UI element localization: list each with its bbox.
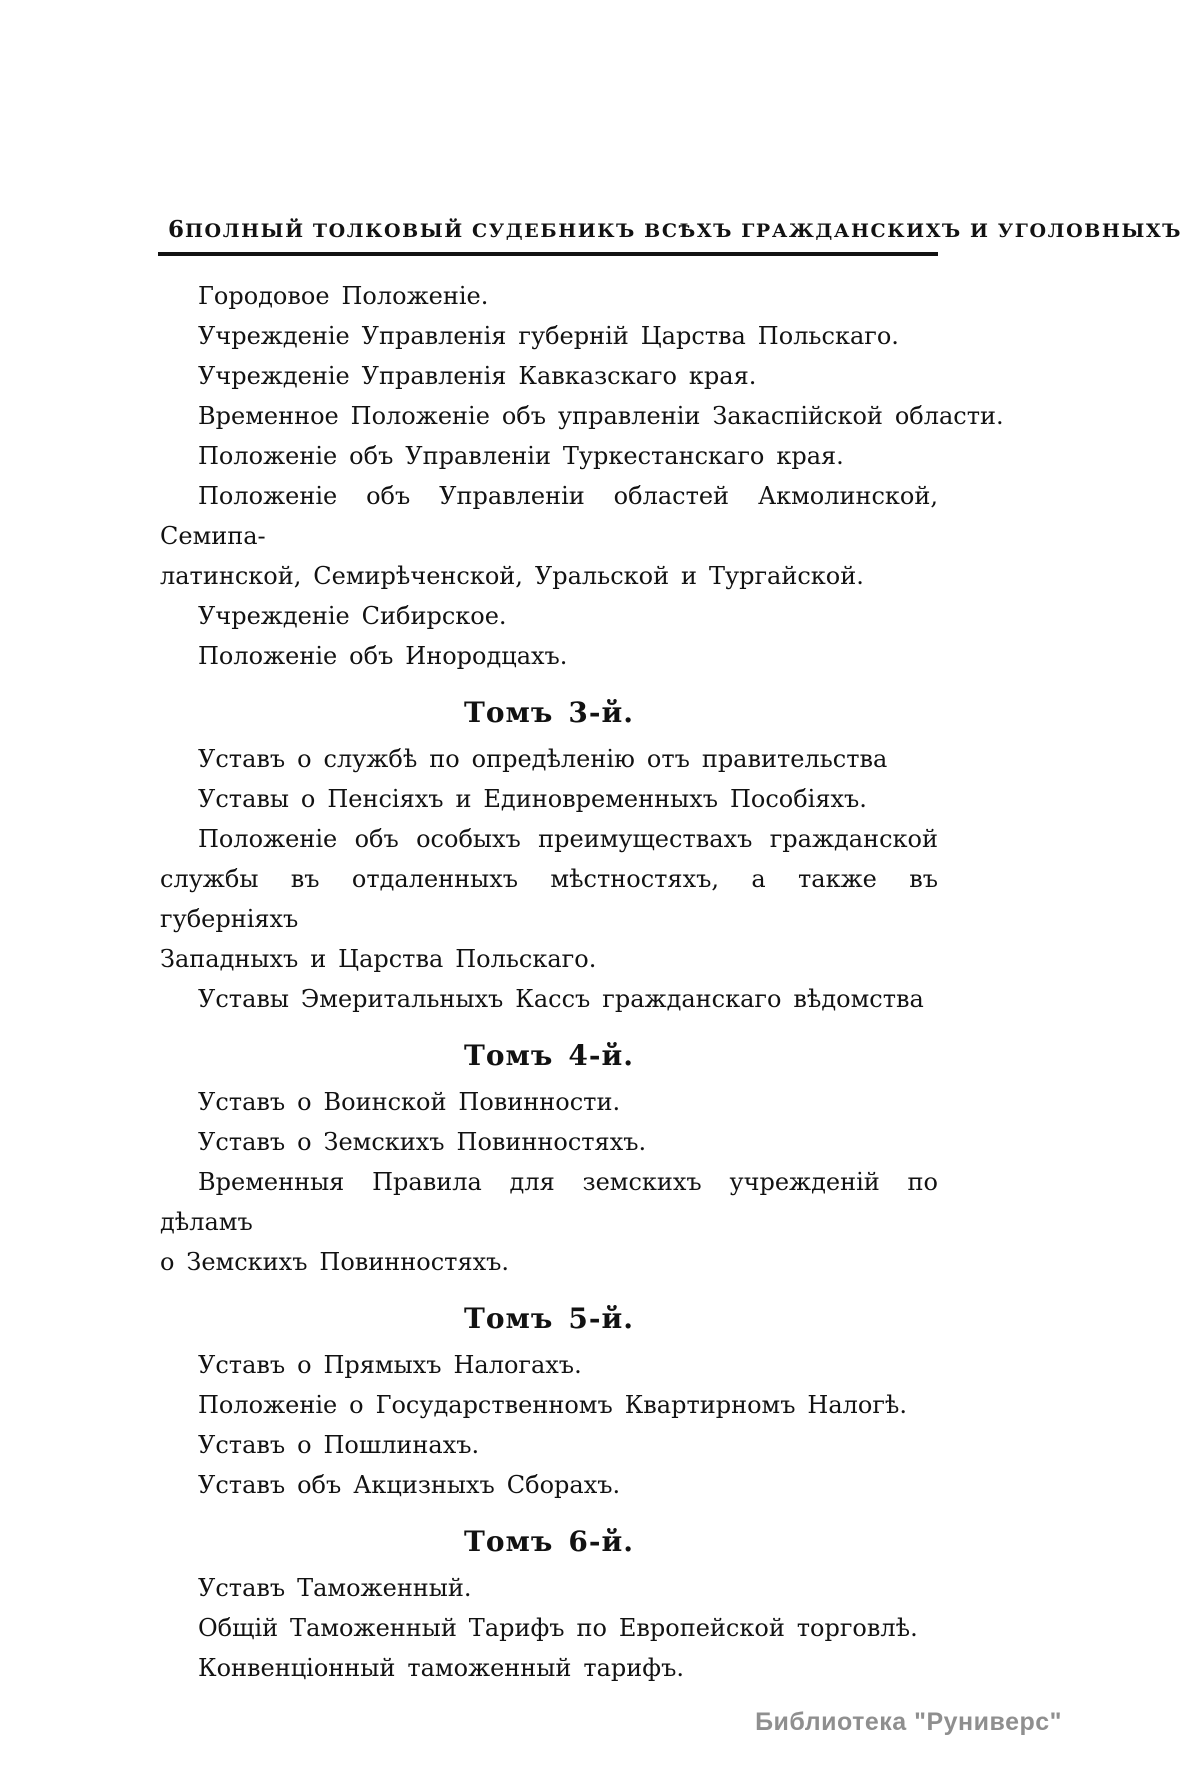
content xyxy=(160,276,1004,1688)
text-line: Уставъ Таможенный. xyxy=(198,1574,472,1602)
text-line: Уставы о Пенсіяхъ и Единовременныхъ Пособіяхъ. xyxy=(198,785,867,813)
section-heading: Томъ 5-й. xyxy=(464,1302,634,1335)
text-line: службы въ отдаленныхъ мѣстностяхъ, а также въ губерніяхъ xyxy=(160,865,938,933)
watermark: Библиотека "Руниверс" xyxy=(755,1708,1062,1736)
text-line: Временное Положеніе объ управленіи Закаспійской области. xyxy=(198,402,1004,430)
running-header xyxy=(160,216,1182,243)
text-line: Городовое Положеніе. xyxy=(198,282,489,310)
text-line: о Земскихъ Повинностяхъ. xyxy=(160,1248,510,1276)
section xyxy=(160,693,938,1019)
text-line: Положеніе объ Управленіи областей Акмолинской, Семипа- xyxy=(160,482,938,550)
text-line: латинской, Семирѣченской, Уральской и Тургайской. xyxy=(160,562,864,590)
text-line: Учрежденіе Управленія Кавказскаго края. xyxy=(198,362,757,390)
text-line: Уставы Эмеритальныхъ Кассъ гражданскаго вѣдомства xyxy=(198,985,924,1013)
text-line: Конвенціонный таможенный тарифъ. xyxy=(198,1654,684,1682)
section-heading: Томъ 3-й. xyxy=(464,696,634,729)
text-line: Учрежденіе Управленія губерній Царства Польскаго. xyxy=(198,322,899,350)
text-line: Положеніе объ Инородцахъ. xyxy=(198,642,568,670)
section xyxy=(160,1299,938,1505)
running-title: ПОЛНЫЙ ТОЛКОВЫЙ СУДЕБНИКЪ ВСѢХЪ ГРАЖДАНСКИХЪ И УГОЛОВНЫХЪ xyxy=(185,220,1182,242)
text-line: Общій Таможенный Тарифъ по Европейской торговлѣ. xyxy=(198,1614,918,1642)
section xyxy=(160,1522,938,1688)
section-heading: Томъ 6-й. xyxy=(464,1525,634,1558)
header-rule xyxy=(158,252,938,256)
text-line: Уставъ о Прямыхъ Налогахъ. xyxy=(198,1351,582,1379)
text-line: Положеніе объ Управленіи Туркестанскаго края. xyxy=(198,442,844,470)
page-number: 6 xyxy=(168,216,186,243)
section xyxy=(160,276,1004,676)
section-heading: Томъ 4-й. xyxy=(464,1039,634,1072)
section xyxy=(160,1036,938,1282)
text-line: Уставъ о Воинской Повинности. xyxy=(198,1088,621,1116)
text-line: Положеніе объ особыхъ преимуществахъ гражданской xyxy=(198,825,938,853)
text-line: Учрежденіе Сибирское. xyxy=(198,602,507,630)
text-line: Уставъ о Земскихъ Повинностяхъ. xyxy=(198,1128,647,1156)
text-line: Западныхъ и Царства Польскаго. xyxy=(160,945,597,973)
text-line: Уставъ о службѣ по опредѣленію отъ правительства xyxy=(198,745,888,773)
text-line: Положеніе о Государственномъ Квартирномъ Налогѣ. xyxy=(198,1391,908,1419)
text-line: Уставъ объ Акцизныхъ Сборахъ. xyxy=(198,1471,621,1499)
text-line: Уставъ о Пошлинахъ. xyxy=(198,1431,480,1459)
text-line: Временныя Правила для земскихъ учрежденій по дѣламъ xyxy=(160,1168,938,1236)
